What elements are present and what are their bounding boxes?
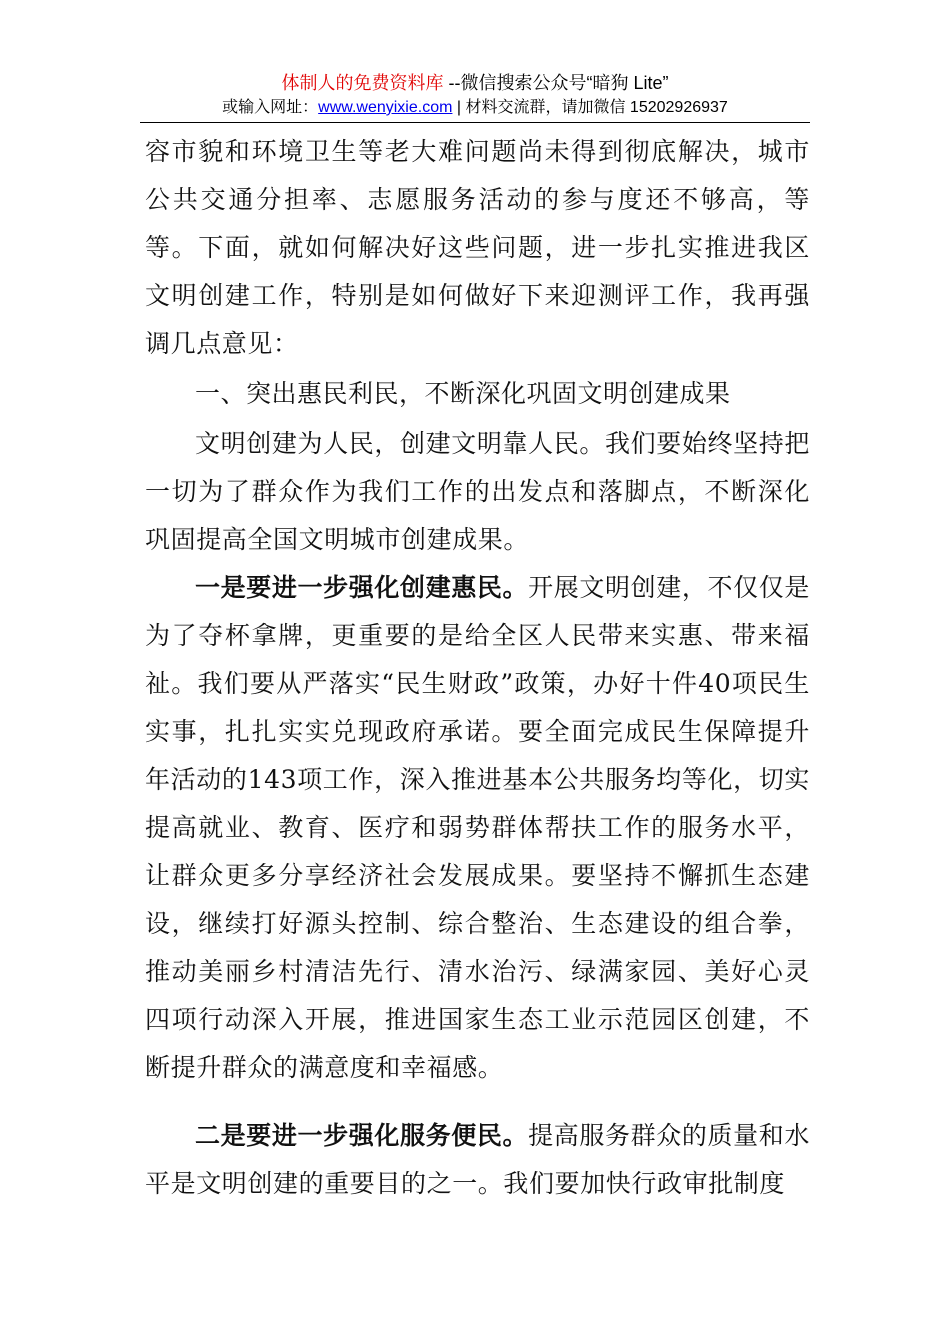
paragraph-3 bbox=[145, 564, 810, 1092]
paragraph-3-lead: 一是要进一步强化创建惠民。 bbox=[195, 573, 529, 602]
paragraph-4-text: 提高服务群众的质量和水平是文明创建的重要目的之一。我们要加快行政审批制度 bbox=[145, 1121, 810, 1198]
document-body bbox=[145, 128, 810, 1208]
paragraph-4 bbox=[145, 1112, 810, 1208]
paragraph-2: 文明创建为人民，创建文明靠人民。我们要始终坚持把一切为了群众作为我们工作的出发点和落脚点，不断深化巩固提高全国文明城市创建成果。 bbox=[145, 429, 810, 554]
header-contact: | 材料交流群，请加微信 15202926937 bbox=[452, 99, 728, 116]
header-brand: 体制人的免费资料库 bbox=[281, 73, 444, 93]
section-heading-1: 一、突出惠民利民，不断深化巩固文明创建成果 bbox=[195, 379, 731, 408]
page-header bbox=[140, 70, 810, 120]
header-url-link[interactable]: www.wenyixie.com bbox=[318, 99, 453, 116]
header-tagline: --微信搜索公众号“暗狗 Lite” bbox=[443, 73, 669, 93]
header-divider bbox=[140, 122, 810, 123]
header-url-prefix: 或输入网址： bbox=[222, 99, 319, 116]
paragraph-4-lead: 二是要进一步强化服务便民。 bbox=[195, 1121, 529, 1150]
paragraph-3-text: 开展文明创建，不仅仅是为了夺杯拿牌，更重要的是给全区人民带来实惠、带来福祉。我们要从严落实“民生财政”政策，办好十件40项民生实事，扎扎实实兑现政府承诺。要全面完成民生保障提升年活动的143项工作，深入推进基本公共服务均等化，切实提高就业、教育、医疗和弱势群体帮扶工作的服务水平，让群众更多分享经济社会发展成果。要坚持不懈抓生态建设，继续打好源头控制、综合整治、生态建设的组合拳，推动美丽乡村清洁先行、清水治污、绿满家园、美好心灵四项行动深入开展，推进国家生态工业示范园区创建，不断提升群众的满意度和幸福感。 bbox=[145, 573, 810, 1082]
paragraph-1: 容市貌和环境卫生等老大难问题尚未得到彻底解决，城市公共交通分担率、志愿服务活动的参与度还不够高，等等。下面，就如何解决好这些问题，进一步扎实推进我区文明创建工作，特别是如何做好下来迎测评工作，我再强调几点意见： bbox=[145, 137, 810, 358]
header-line-1 bbox=[140, 70, 810, 96]
header-line-2 bbox=[140, 96, 810, 120]
